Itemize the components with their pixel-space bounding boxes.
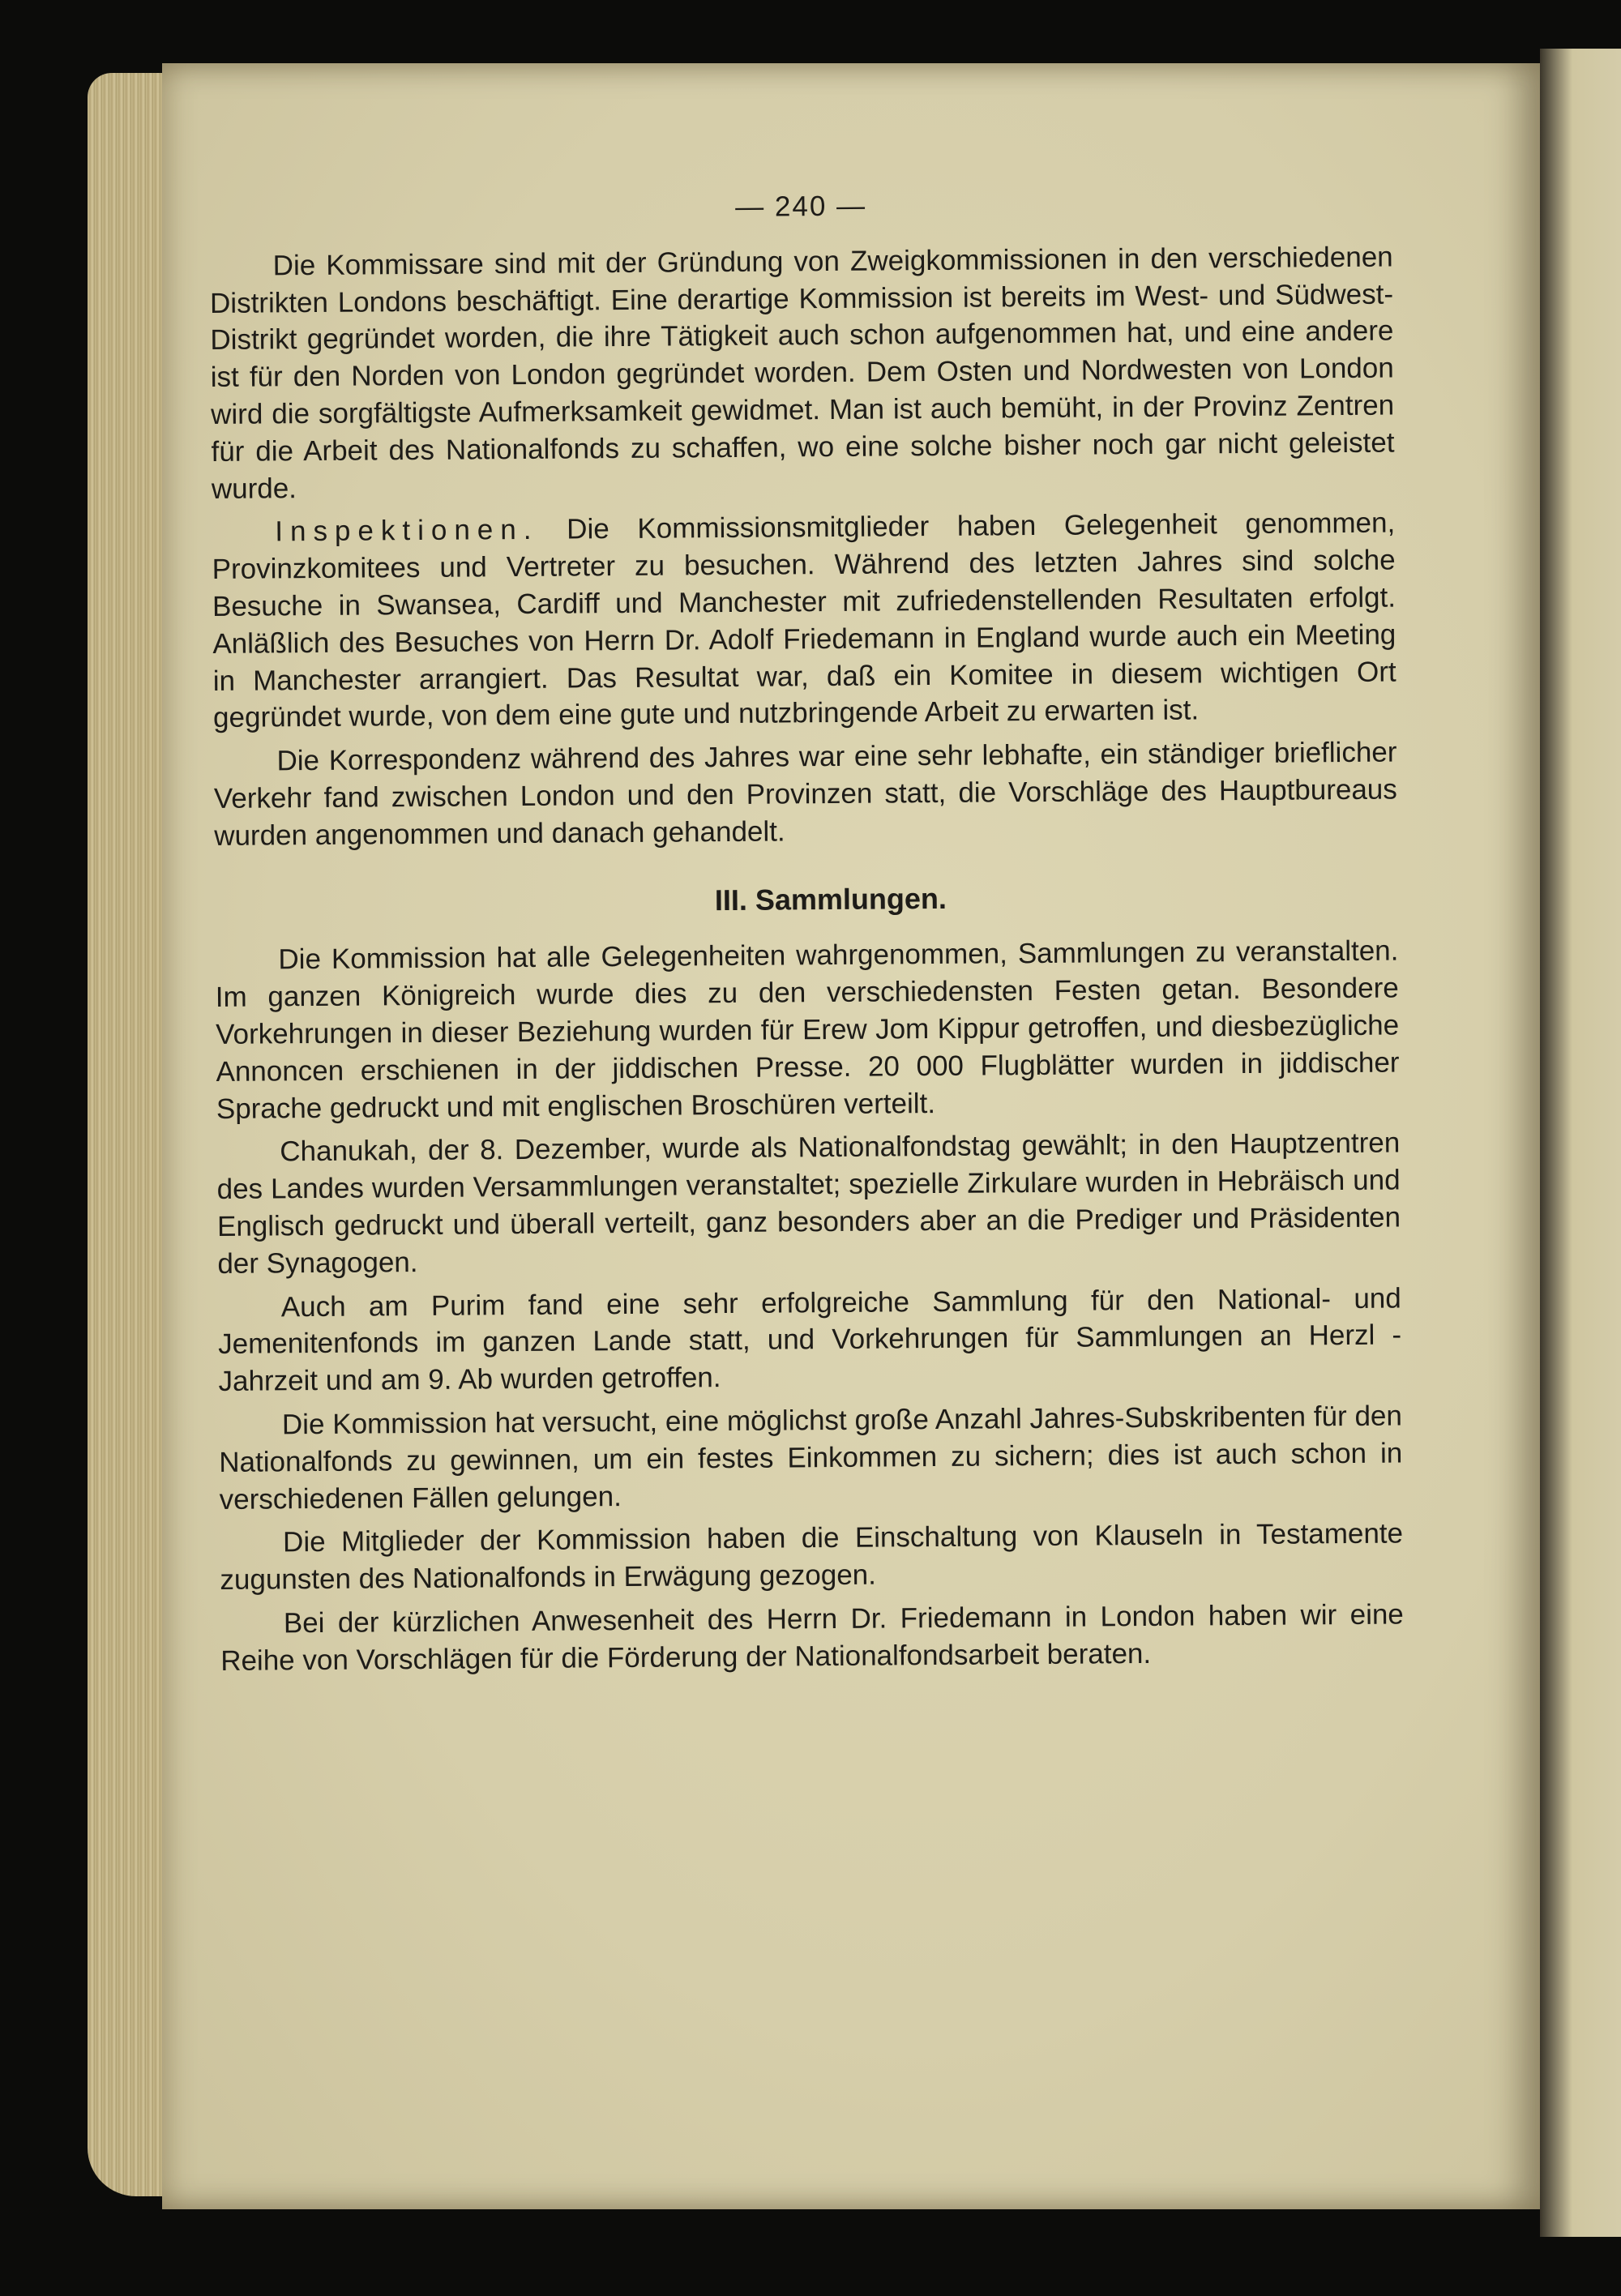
- paragraph-subskribenten: Die Kommission hat versucht, eine möglichst große Anzahl Jahres-Subskribenten für den Nationalfonds zu gewinnen, um ein festes Einkommen zu sichern; dies ist auch schon in verschiedenen Fällen gelungen.: [219, 1400, 1403, 1516]
- inspektionen-text: Die Kommissionsmitglieder haben Gelegenheit genommen, Provinzkomitees und Vertreter zu besuchen. Während des letzten Jahres sind solche Besuche in Swansea, Cardiff und Manchester mit zufriedenstellenden Resultaten erfolgt. Anläßlich des Besuches von Herrn Dr. Adolf Friedemann in England wurde auch ein Meeting in Manchester arrangiert. Das Resultat war, daß ein Komitee in diesem wichtigen Ort gegründet wurde, von dem eine gute und nutzbringende Arbeit zu erwarten ist.: [212, 507, 1396, 734]
- paragraph-inspektionen: [212, 505, 1396, 737]
- facing-page-edge: [1540, 49, 1621, 2237]
- paragraph-testamente: Die Mitglieder der Kommission haben die Einschaltung von Klauseln in Testamente zugunsten des Nationalfonds in Erwägung gezogen.: [220, 1517, 1404, 1597]
- page-number: — 240 —: [735, 190, 867, 223]
- paragraph-purim: Auch am Purim fand eine sehr erfolgreiche Sammlung für den National- und Jemenitenfonds im ganzen Lande statt, und Vorkehrungen für Sammlungen an Herzl - Jahrzeit und am 9. Ab wurden getroffen.: [218, 1282, 1402, 1398]
- paragraph-friedemann: Bei der kürzlichen Anwesenheit des Herrn Dr. Friedemann in London haben wir eine Reihe von Vorschlägen für die Förderung der Nationalfondsarbeit beraten.: [220, 1598, 1404, 1677]
- inspektionen-lead: Inspektionen.: [275, 514, 539, 548]
- paragraph-chanukah: Chanukah, der 8. Dezember, wurde als Nationalfondstag gewählt; in den Hauptzentren des Landes wurden Versammlungen veranstaltet; spezielle Zirkulare wurden in Hebräisch und Englisch gedruckt und überall verteilt, ganz besonders aber an die Prediger und Präsidenten der Synagogen.: [216, 1127, 1401, 1280]
- section-heading: III. Sammlungen.: [714, 881, 947, 917]
- paragraph-korrespondenz: Die Korrespondenz während des Jahres war eine sehr lebhafte, ein ständiger brieflicher Verkehr fand zwischen London und den Provinzen statt, die Vorschläge des Hauptbureaus wurden angenommen und danach gehandelt.: [213, 736, 1397, 852]
- page-text: [209, 184, 1404, 1687]
- paragraph-sammlungen: Die Kommission hat alle Gelegenheiten wahrgenommen, Sammlungen zu veranstalten. Im ganzen Königreich wurde dies zu den verschiedensten Festen getan. Besondere Vorkehrungen in dieser Beziehung wurden für Erew Jom Kippur getroffen, und diesbezügliche Annoncen erschienen in der jiddischen Presse. 20 000 Flugblätter wurden in jiddischer Sprache gedruckt und mit englischen Broschüren verteilt.: [215, 934, 1400, 1125]
- paragraph-kommissare: Die Kommissare sind mit der Gründung von Zweigkommissionen in den verschiedenen Distrikten Londons beschäftigt. Eine derartige Kommission ist bereits im West- und Südwest-Distrikt gegründet worden, die ihre Tätigkeit auch schon aufgenommen hat, und eine andere ist für den Norden von London gegründet worden. Dem Osten und Nordwesten von London wird die sorgfältigste Aufmerksamkeit gewidmet. Man ist auch bemüht, in der Provinz Zentren für die Arbeit des Nationalfonds zu schaffen, wo eine solche bisher noch gar nicht geleistet wurde.: [209, 241, 1395, 505]
